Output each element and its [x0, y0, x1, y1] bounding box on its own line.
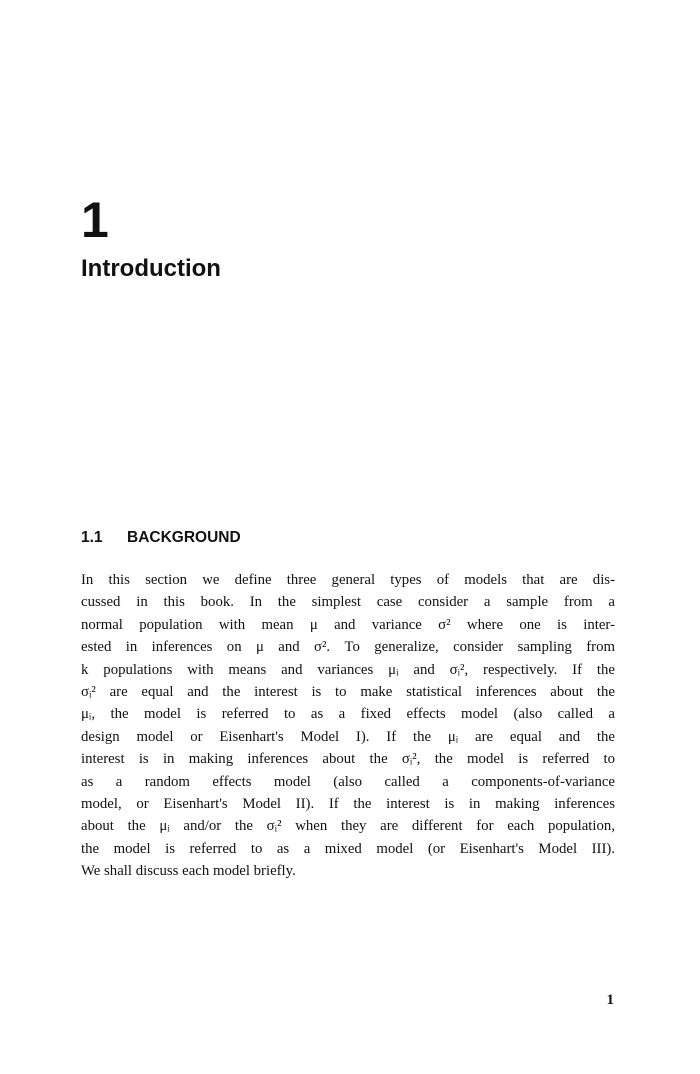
body-paragraph — [81, 569, 615, 882]
paragraph-line: normal population with mean μ and variance σ² where one is inter- — [81, 616, 615, 633]
paragraph-line: cussed in this book. In the simplest case consider a sample from a — [81, 594, 615, 611]
paragraph-line: In this section we define three general types of models that are dis- — [81, 572, 615, 588]
paragraph-line: k populations with means and variances μᵢ and σᵢ², respectively. If the — [81, 661, 615, 678]
paragraph-line: about the μᵢ and/or the σᵢ² when they are different for each population, — [81, 818, 615, 835]
paragraph-line: as a random effects model (also called a components-of-variance — [81, 773, 615, 790]
paragraph-line: the model is referred to as a mixed model (or Eisenhart's Model III). — [81, 840, 615, 857]
paragraph-line: design model or Eisenhart's Model I). If the μᵢ are equal and the — [81, 728, 615, 745]
section-title: BACKGROUND — [127, 529, 241, 546]
paragraph-line: interest is in making inferences about the σᵢ², the model is referred to — [81, 751, 615, 768]
chapter-title: Introduction — [81, 255, 221, 282]
paragraph-line: ested in inferences on μ and σ². To generalize, consider sampling from — [81, 639, 615, 656]
page-number: 1 — [606, 992, 614, 1008]
section-number: 1.1 — [81, 529, 103, 546]
paragraph-line: μᵢ, the model is referred to as a fixed effects model (also called a — [81, 706, 615, 723]
paragraph-line: model, or Eisenhart's Model II). If the interest is in making inferences — [81, 795, 615, 812]
chapter-number: 1 — [81, 192, 109, 248]
paragraph-line: We shall discuss each model briefly. — [81, 863, 296, 880]
paragraph-line: σᵢ² are equal and the interest is to make statistical inferences about the — [81, 683, 615, 700]
section-heading — [81, 528, 241, 548]
